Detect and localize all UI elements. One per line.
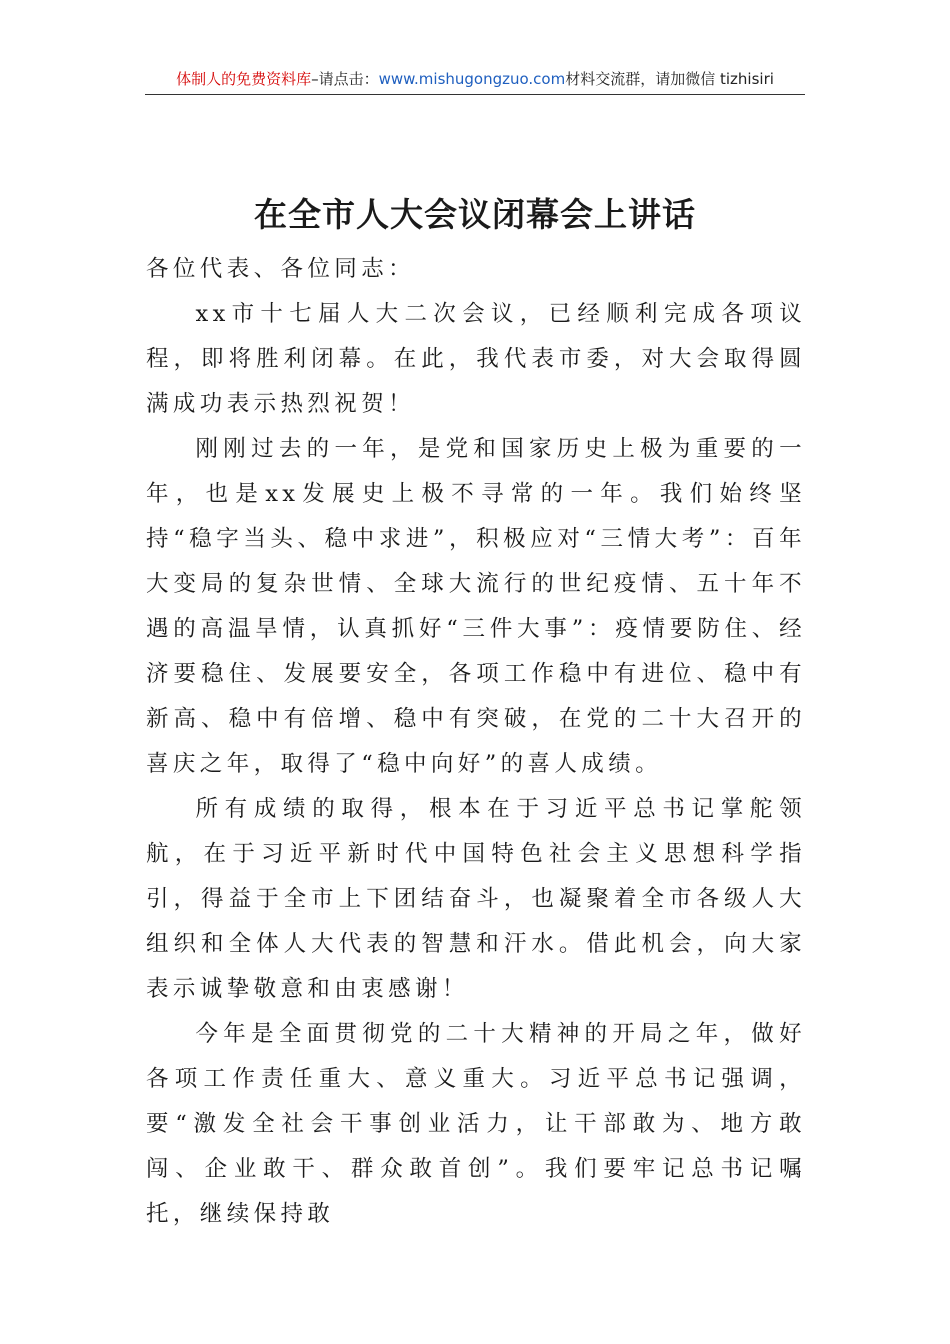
paragraph: 今年是全面贯彻党的二十大精神的开局之年，做好各项工作责任重大、意义重大。习近平总书记强调，要“激发全社会干事创业活力，让干部敢为、地方敢闯、企业敢干、群众敢首创”。我们要牢记总书记嘱托，继续保持敢 xyxy=(146,1021,806,1227)
page-header xyxy=(145,66,805,95)
library-name: 体制人的免费资料库 xyxy=(176,70,312,88)
paragraph: xx市十七届人大二次会议，已经顺利完成各项议程，即将胜利闭幕。在此，我代表市委，对大会取得圆满成功表示热烈祝贺！ xyxy=(146,301,806,417)
paragraph: 刚刚过去的一年，是党和国家历史上极为重要的一年，也是xx发展史上极不寻常的一年。我们始终坚持“稳字当头、稳中求进”，积极应对“三情大考”：百年大变局的复杂世情、全球大流行的世纪疫情、五十年不遇的高温旱情，认真抓好“三件大事”：疫情要防住、经济要稳住、发展要安全，各项工作稳中有进位、稳中有新高、稳中有倍增、稳中有突破，在党的二十大召开的喜庆之年，取得了“稳中向好”的喜人成绩。 xyxy=(146,436,806,777)
document-title: 在全市人大会议闭幕会上讲话 xyxy=(254,195,696,235)
salutation: 各位代表、各位同志： xyxy=(146,256,416,282)
click-prompt: –请点击： xyxy=(311,70,379,88)
website-link[interactable]: www.mishugongzuo.com xyxy=(378,70,566,88)
paragraph: 所有成绩的取得，根本在于习近平总书记掌舵领航，在于习近平新时代中国特色社会主义思想科学指引，得益于全市上下团结奋斗，也凝聚着全市各级人大组织和全体人大代表的智慧和汗水。借此机会，向大家表示诚挚敬意和由衷感谢！ xyxy=(146,796,806,1002)
contact-info: 材料交流群，请加微信 tizhisiri xyxy=(565,70,774,88)
document-body xyxy=(146,247,806,1237)
